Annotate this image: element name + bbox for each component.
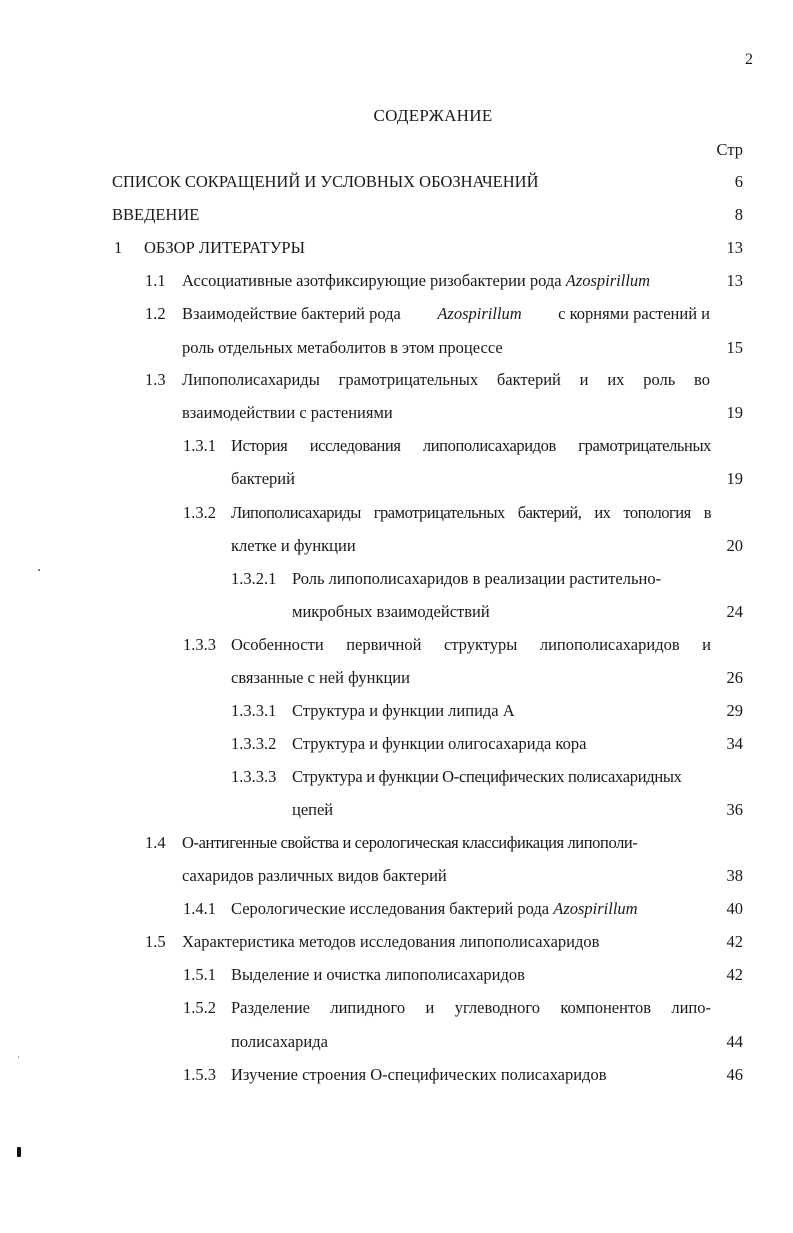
toc-entry-page: 46 (726, 1065, 743, 1084)
toc-entry-text-part: с корнями растений и (558, 304, 710, 323)
toc-entry-number: 1.1 (145, 271, 166, 290)
toc-entry-page: 38 (726, 866, 743, 885)
scan-mark (17, 1147, 21, 1157)
toc-entry-text-line1: Разделение липидного и углеводного компонентов липо- (231, 998, 711, 1017)
toc-entry-text: ВВЕДЕНИЕ (112, 205, 200, 224)
genus-name: Azospirillum (553, 899, 638, 918)
toc-entry-text-line1: О-антигенные свойства и серологическая классификация липополи- (182, 833, 638, 852)
toc-entry-page: 13 (726, 238, 743, 257)
toc-entry-text-line2: клетке и функции (231, 536, 356, 555)
genus-name: Azospirillum (437, 304, 522, 323)
toc-entry-page: 20 (726, 536, 743, 555)
toc-entry-text-line1: Структура и функции О-специфических полисахаридных (292, 767, 682, 786)
toc-entry-page: 19 (726, 403, 743, 422)
toc-entry-text-line1: История исследования липополисахаридов грамотрицательных (231, 436, 711, 455)
scan-speck (18, 1056, 19, 1058)
toc-entry-text-line1: Липополисахариды грамотрицательных бактерий, их топология в (231, 503, 711, 522)
toc-entry-number: 1.5 (145, 932, 166, 951)
toc-entry-page: 29 (726, 701, 743, 720)
toc-entry-number: 1 (114, 238, 123, 257)
toc-entry-text-line2: микробных взаимодействий (292, 602, 490, 621)
toc-entry-number: 1.2 (145, 304, 166, 323)
toc-entry-text: Характеристика методов исследования липополисахаридов (182, 932, 600, 951)
toc-entry-page: 15 (726, 338, 743, 357)
toc-entry-text-part: Ассоциативные азотфиксирующие ризобактерии рода (182, 271, 562, 290)
toc-entry-number: 1.3.1 (183, 436, 216, 455)
toc-entry-page: 8 (734, 205, 743, 224)
toc-entry-text-line1: Особенности первичной структуры липополисахаридов и (231, 635, 711, 654)
toc-entry-text-line2: бактерий (231, 469, 295, 488)
toc-entry-text-line1: Роль липополисахаридов в реализации растительно- (292, 569, 662, 588)
toc-entry-number: 1.3 (145, 370, 166, 389)
toc-entry-page: 44 (726, 1032, 743, 1051)
toc-entry-page: 6 (734, 172, 743, 191)
toc-entry-number: 1.4 (145, 833, 166, 852)
toc-entry-number: 1.5.1 (183, 965, 216, 984)
toc-entry-number: 1.3.2 (183, 503, 216, 522)
page-number: 2 (745, 51, 753, 68)
scan-speck (38, 569, 40, 571)
toc-entry-text-line2: полисахарида (231, 1032, 328, 1051)
toc-entry-page: 24 (726, 602, 743, 621)
toc-entry-page: 26 (726, 668, 743, 687)
toc-entry-text-line2: взаимодействии с растениями (182, 403, 393, 422)
document-title: СОДЕРЖАНИЕ (373, 106, 493, 125)
toc-entry-text-line1: Липополисахариды грамотрицательных бактерий и их роль во (182, 370, 710, 389)
toc-entry-number: 1.4.1 (183, 899, 216, 918)
toc-entry-text-part: Серологические исследования бактерий рода (231, 899, 550, 918)
genus-name: Azospirillum (565, 271, 651, 290)
toc-entry-text (182, 273, 650, 290)
toc-entry-page: 40 (726, 899, 743, 918)
toc-entry-text (231, 901, 638, 918)
toc-entry-text: Структура и функции олигосахарида кора (292, 734, 587, 753)
toc-entry-text: СПИСОК СОКРАЩЕНИЙ И УСЛОВНЫХ ОБОЗНАЧЕНИЙ (112, 172, 539, 191)
toc-entry-text-line2: сахаридов различных видов бактерий (182, 866, 447, 885)
toc-entry-number: 1.3.3.2 (231, 734, 277, 753)
toc-entry-page: 19 (726, 469, 743, 488)
toc-entry-page: 42 (726, 932, 743, 951)
toc-entry-text: Выделение и очистка липополисахаридов (231, 965, 525, 984)
toc-entry-page: 13 (726, 271, 743, 290)
page-column-header: Стр (716, 140, 743, 159)
toc-entry-number: 1.3.3.1 (231, 701, 277, 720)
toc-entry-page: 42 (726, 965, 743, 984)
toc-entry-number: 1.3.3 (183, 635, 216, 654)
toc-entry-text-line2: цепей (292, 800, 334, 819)
toc-entry-page: 34 (726, 734, 743, 753)
toc-entry-text-line2: связанные с ней функции (231, 668, 410, 687)
toc-entry-number: 1.5.3 (183, 1065, 216, 1084)
toc-entry-text-part: Взаимодействие бактерий рода (182, 304, 401, 323)
toc-entry-number: 1.3.2.1 (231, 569, 277, 588)
toc-entry-number: 1.3.3.3 (231, 767, 277, 786)
toc-entry-number: 1.5.2 (183, 998, 216, 1017)
toc-entry-text-line1 (182, 306, 710, 323)
toc-entry-text: Изучение строения О-специфических полисахаридов (231, 1065, 607, 1084)
toc-entry-text: ОБЗОР ЛИТЕРАТУРЫ (144, 238, 305, 257)
toc-entry-page: 36 (726, 800, 743, 819)
toc-entry-text: Структура и функции липида А (292, 701, 515, 720)
toc-entry-text-line2: роль отдельных метаболитов в этом процессе (182, 338, 503, 357)
